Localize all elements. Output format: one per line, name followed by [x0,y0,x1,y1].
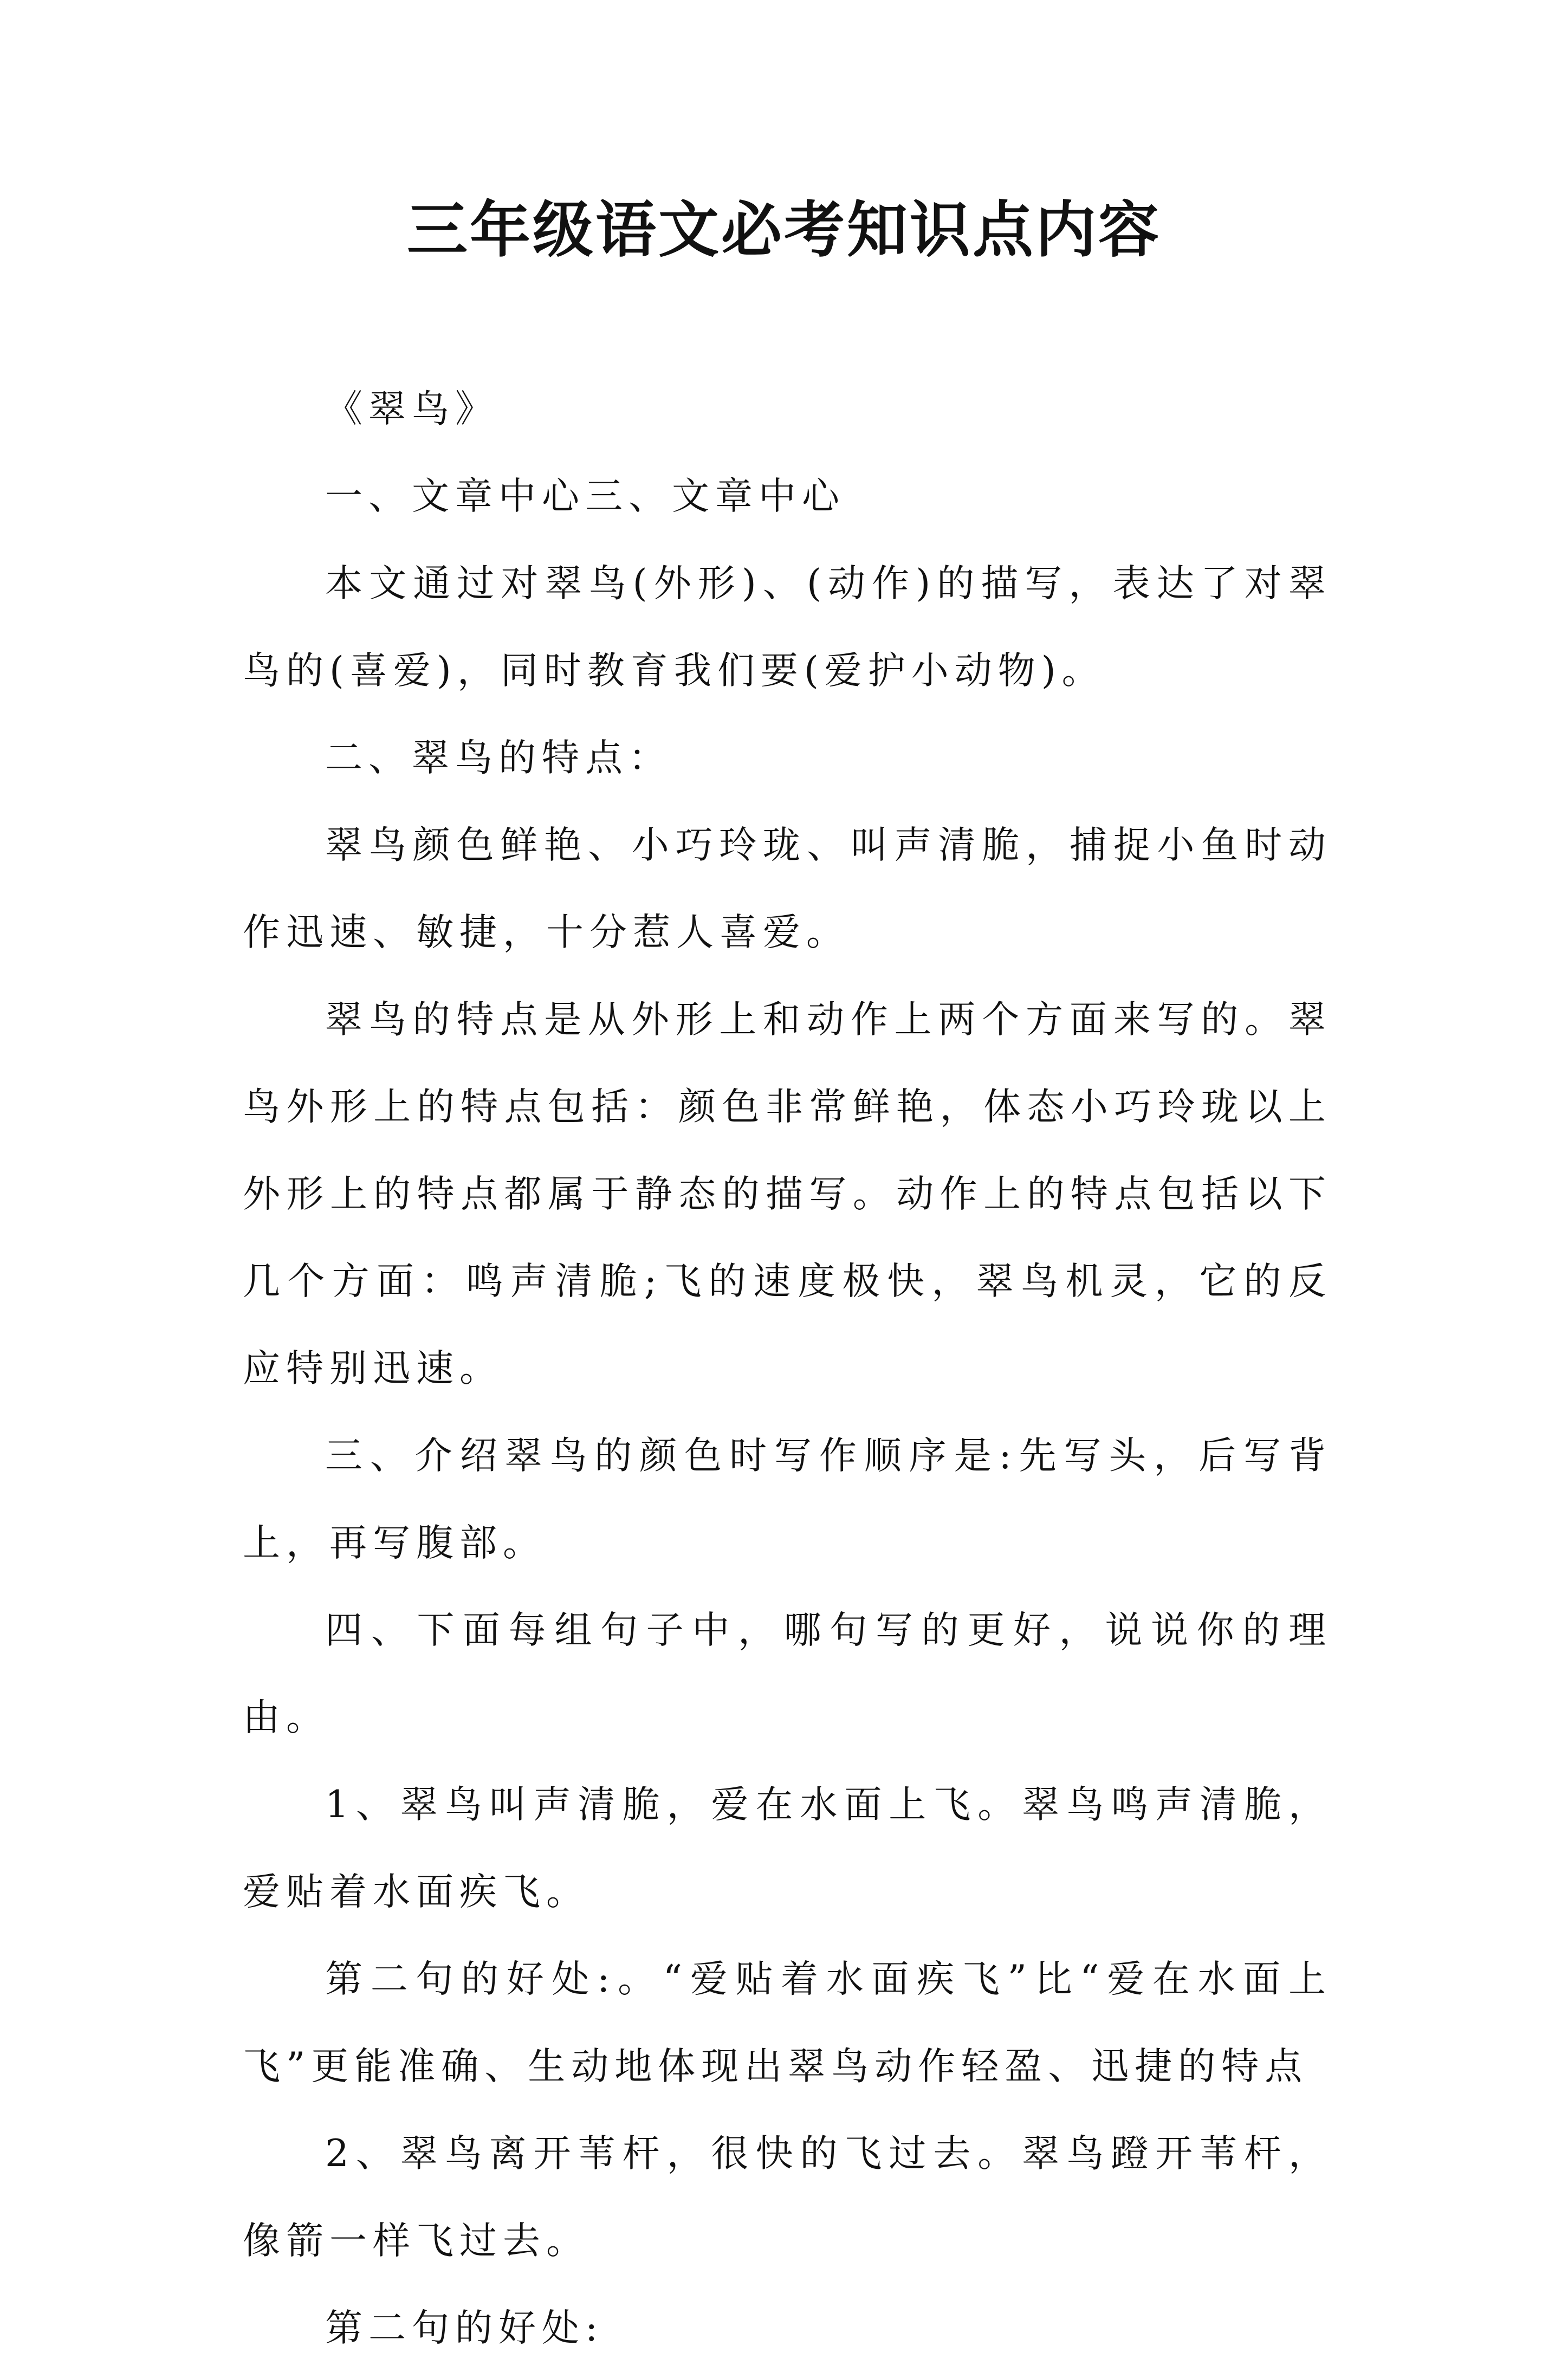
paragraph-section-3: 三、介绍翠鸟的颜色时写作顺序是:先写头，后写背上，再写腹部。 [243,1434,1332,1565]
paragraph-sentence-pair-2: 2、翠鸟离开苇杆，很快的飞过去。翠鸟蹬开苇杆，像箭一样飞过去。 [243,2132,1332,2263]
paragraph-section-1-heading: 一、文章中心三、文章中心 [325,475,845,518]
paragraph-central-idea: 本文通过对翠鸟(外形)、(动作)的描写，表达了对翠鸟的(喜爱)，同时教育我们要(爱护小动物)。 [243,562,1332,692]
paragraph-section-4-heading: 四、下面每组句子中，哪句写的更好，说说你的理由。 [243,1609,1332,1739]
paragraph-section-2-heading: 二、翠鸟的特点： [325,736,672,780]
paragraph-answer-2: 第二句的好处: [325,2306,604,2350]
document-body [243,366,1332,2372]
paragraph-features-summary: 翠鸟颜色鲜艳、小巧玲珑、叫声清脆，捕捉小鱼时动作迅速、敏捷，十分惹人喜爱。 [243,824,1332,954]
paragraph-answer-1: 第二句的好处:。“爱贴着水面疾飞”比“爱在水面上飞”更能准确、生动地体现出翠鸟动作轻盈、迅捷的特点 [243,1958,1332,2088]
paragraph-lesson-title: 《翠鸟》 [325,387,498,431]
paragraph-sentence-pair-1: 1、翠鸟叫声清脆，爱在水面上飞。翠鸟鸣声清脆，爱贴着水面疾飞。 [243,1783,1332,1914]
paragraph-features-detail: 翠鸟的特点是从外形上和动作上两个方面来写的。翠鸟外形上的特点包括：颜色非常鲜艳，体态小巧玲珑以上外形上的特点都属于静态的描写。动作上的特点包括以下几个方面：鸣声清脆;飞的速度极快，翠鸟机灵，它的反应特别迅速。 [243,998,1332,1390]
page-title: 三年级语文必考知识点内容 [407,195,1161,265]
